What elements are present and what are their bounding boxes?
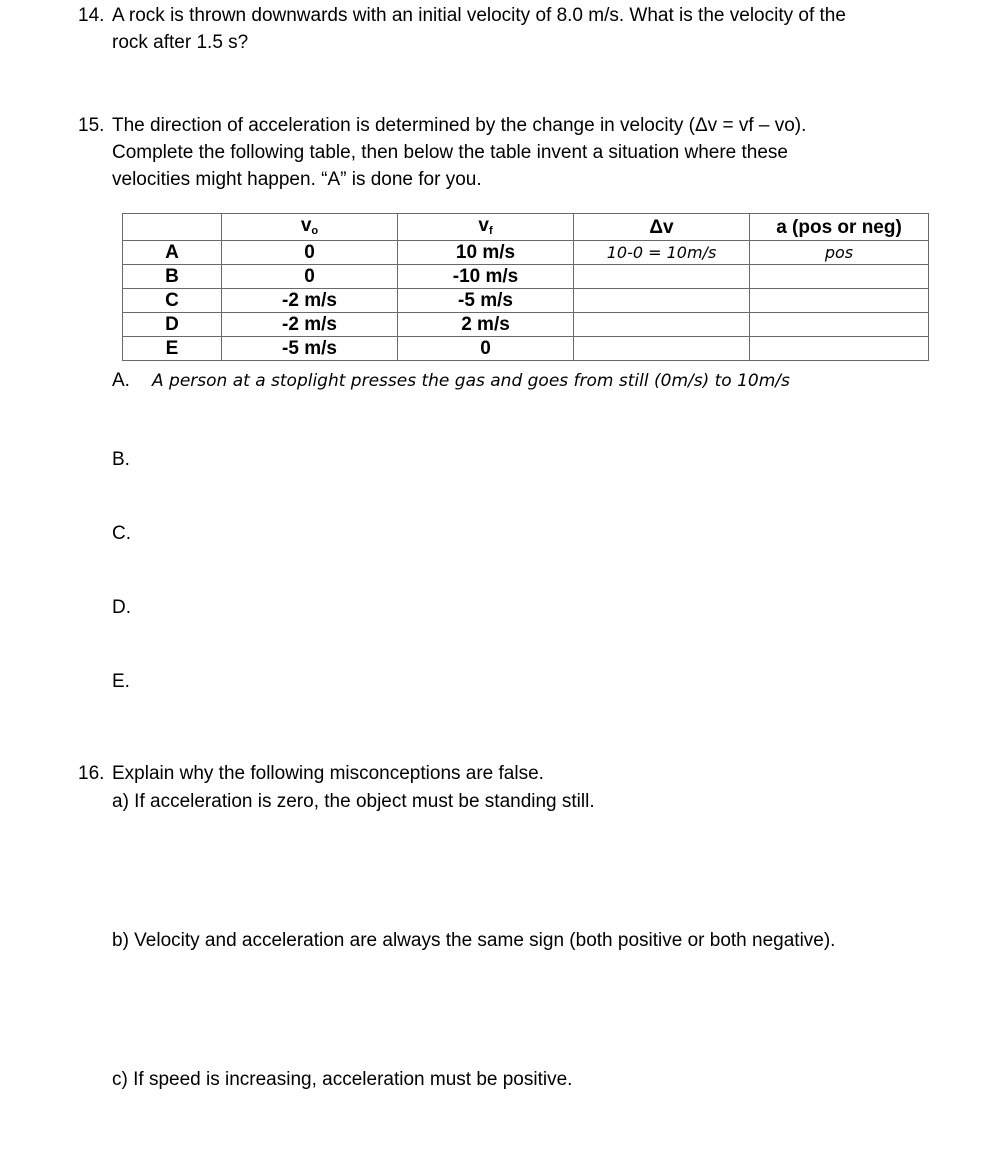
table-row (123, 241, 929, 265)
misconception-b: b) Velocity and acceleration are always the same sign (both positive or both negative). (112, 930, 836, 951)
table-row (123, 313, 929, 337)
question-number: 14. (78, 5, 105, 26)
misconception-a: a) If acceleration is zero, the object must be standing still. (112, 791, 595, 812)
cell-a[interactable] (750, 265, 929, 289)
row-label: B (123, 265, 222, 289)
cell-dv[interactable] (574, 289, 750, 313)
row-label: A (123, 241, 222, 265)
question-number: 16. (78, 763, 105, 784)
situation-label: D. (112, 597, 131, 618)
row-label: E (123, 337, 222, 361)
question-text-line: The direction of acceleration is determined by the change in velocity (Δv = vf – vo). (112, 115, 807, 136)
table-row (123, 265, 929, 289)
situation-label: B. (112, 449, 130, 470)
cell-a[interactable] (750, 337, 929, 361)
cell-vf: 10 m/s (398, 241, 574, 265)
cell-dv[interactable] (574, 265, 750, 289)
cell-vf: -10 m/s (398, 265, 574, 289)
cell-dv[interactable] (574, 337, 750, 361)
question-text-line: Complete the following table, then below the table invent a situation where these (112, 142, 788, 163)
header-cell (123, 214, 222, 241)
velocity-table (122, 213, 929, 361)
table-header-row (123, 214, 929, 241)
cell-a[interactable] (750, 289, 929, 313)
situation-label: E. (112, 671, 130, 692)
cell-vo: 0 (222, 241, 398, 265)
question-text-line: Explain why the following misconceptions are false. (112, 763, 544, 784)
header-cell-a: a (pos or neg) (750, 214, 929, 241)
question-text-line: rock after 1.5 s? (112, 32, 249, 53)
cell-a[interactable]: pos (750, 241, 929, 265)
question-text-line: velocities might happen. “A” is done for you. (112, 169, 482, 190)
row-label: C (123, 289, 222, 313)
misconception-c: c) If speed is increasing, acceleration must be positive. (112, 1069, 573, 1090)
cell-vf: 0 (398, 337, 574, 361)
cell-vf: 2 m/s (398, 313, 574, 337)
situation-answer[interactable]: A person at a stoplight presses the gas and goes from still (0m/s) to 10m/s (152, 371, 790, 391)
cell-vf: -5 m/s (398, 289, 574, 313)
situation-label: A. (112, 370, 130, 391)
question-text-line: A rock is thrown downwards with an initial velocity of 8.0 m/s. What is the velocity of the (112, 5, 846, 26)
question-number: 15. (78, 115, 105, 136)
table-row (123, 337, 929, 361)
header-cell-vo: vo (222, 214, 398, 241)
table-row (123, 289, 929, 313)
row-label: D (123, 313, 222, 337)
situation-label: C. (112, 523, 131, 544)
cell-vo: -2 m/s (222, 289, 398, 313)
cell-a[interactable] (750, 313, 929, 337)
cell-vo: 0 (222, 265, 398, 289)
header-cell-dv: Δv (574, 214, 750, 241)
cell-dv[interactable] (574, 313, 750, 337)
cell-vo: -5 m/s (222, 337, 398, 361)
cell-vo: -2 m/s (222, 313, 398, 337)
header-cell-vf: vf (398, 214, 574, 241)
cell-dv[interactable]: 10-0 = 10m/s (574, 241, 750, 265)
